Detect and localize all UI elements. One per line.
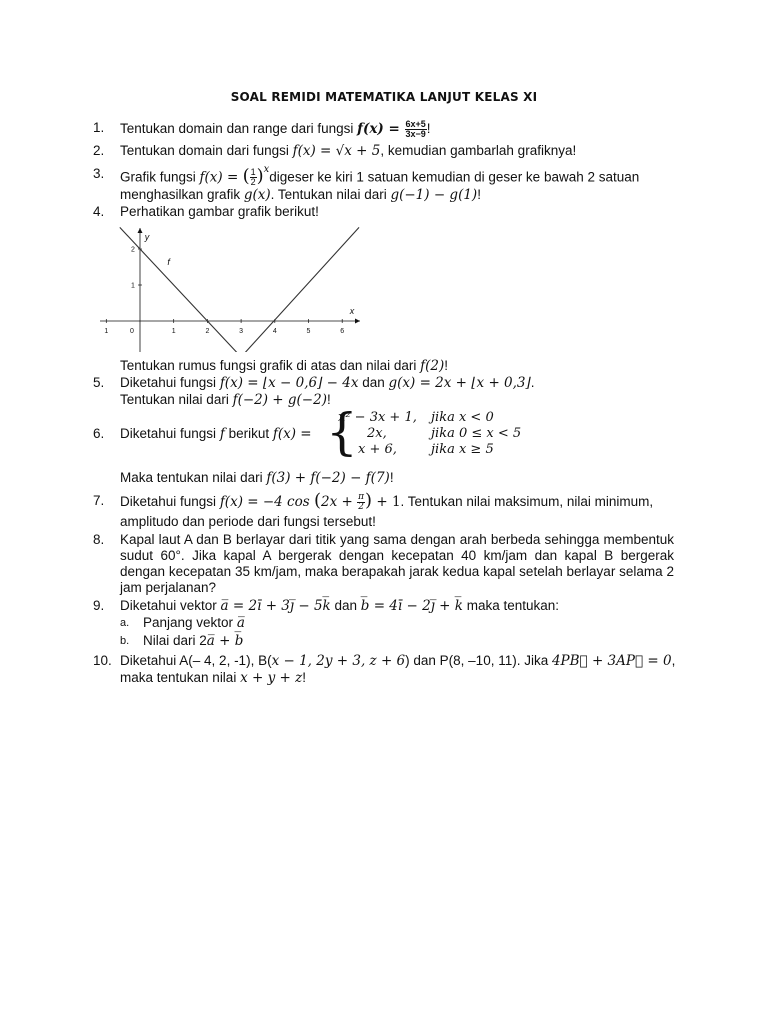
q7-paren-open: ( (313, 490, 321, 512)
q9-item-a-label: a. (120, 617, 130, 629)
page-title: SOAL REMIDI MATEMATIKA LANJUT KELAS XI (230, 90, 538, 104)
q3-end: ! (477, 187, 481, 202)
q6-text-3: Maka tentukan nilai dari (120, 470, 267, 485)
x-tick-label: 3 (239, 328, 244, 335)
q7-paren-close: ) (365, 490, 373, 512)
question-number-5: 5. (93, 375, 105, 390)
q5-text: Diketahui fungsi (120, 375, 220, 390)
q1-text: Tentukan domain dan range dari fungsi (120, 121, 358, 137)
x-axis-arrow (355, 319, 360, 324)
question-5-line-2 (120, 392, 331, 408)
question-5-line-1 (120, 375, 535, 391)
q10-text-2: ) dan P(8, –10, 11). Jika (405, 653, 552, 668)
q5-f: f(x) = ⌊x − 0,6⌋ − 4x (219, 375, 359, 391)
x-tick-label: 4 (272, 328, 277, 335)
question-8: Kapal laut A dan B berlayar dari titik yang sama dengan arah berbeda sehingga membentuk sudut 60°. Jika kapal A bergerak dengan kecepatan 40 km/jam dan kapal B bergerak dengan kecepatan 35 km/jam, maka berapakah jarak kedua kapal setelah berlayar selama 2 jam perjalanan? (120, 532, 674, 595)
q9-vector-a: a̅ = 2ī + 3ȷ̅ − 5k̅ (220, 598, 331, 614)
q10-text-3: maka tentukan nilai (120, 670, 241, 685)
question-2 (120, 143, 576, 159)
q7-text: Diketahui fungsi (120, 494, 220, 510)
q6-text-2: berikut (224, 426, 273, 441)
q9-vector-b: b̅ = 4ī − 2ȷ̅ + k̅ (360, 598, 463, 614)
q9-item-b-label: b. (120, 635, 130, 647)
question-number-1: 1. (93, 120, 105, 135)
q6-case-1-expr: x² − 3x + 1, (338, 410, 417, 425)
q3-text-4: . Tentukan nilai dari (270, 187, 391, 202)
question-3-line-2 (120, 187, 481, 203)
q5-g: g(x) = 2x + ⌊x + 0,3⌋ (388, 375, 531, 391)
q3-paren-close: ) (256, 165, 264, 187)
y-tick-label: 1 (131, 282, 135, 290)
q10-vector-equation: 4PB⃗ + 3AP⃗ = 0 (551, 653, 672, 669)
q6-case-1-cond: jika x < 0 (431, 410, 494, 425)
q10-text: Diketahui A(– 4, 2, -1), B( (120, 653, 272, 668)
function-graph (100, 226, 362, 352)
question-number-9: 9. (93, 598, 105, 613)
question-number-4: 4. (93, 204, 105, 219)
question-7-line-2: amplitudo dan periode dari fungsi tersebut! (120, 514, 376, 529)
question-number-2: 2. (93, 143, 105, 158)
q6-fx: f(x) = (272, 426, 312, 442)
q4-end: ! (444, 358, 449, 373)
q2-function: f(x) = √x + 5 (292, 143, 381, 159)
q3-denominator: 2 (250, 177, 256, 188)
q2-text: Tentukan domain dari fungsi (120, 143, 293, 158)
q6-f: f (219, 426, 225, 442)
question-number-8: 8. (93, 532, 105, 547)
question-number-3: 3. (93, 166, 105, 181)
question-10-line-1 (120, 653, 675, 669)
q9-item-b (143, 633, 243, 649)
q9-item-a-math: a̅ (236, 615, 245, 631)
q9-item-b-math: a̅ + b̅ (206, 633, 244, 649)
q9-item-b-text: Nilai dari 2 (143, 633, 207, 648)
q9-item-a-text: Panjang vektor (143, 615, 237, 630)
q3-numerator: 1 (250, 167, 256, 178)
q9-item-a (143, 615, 245, 631)
question-6-intro (120, 426, 312, 442)
question-number-7: 7. (93, 493, 105, 508)
q6-text: Diketahui fungsi (120, 426, 220, 441)
q5-expression: f(−2) + g(−2) (232, 392, 327, 408)
q10-end: ! (302, 670, 306, 685)
question-6-line-2 (120, 470, 394, 486)
q3-text-3: menghasilkan grafik (120, 187, 244, 202)
q6-end: ! (389, 470, 394, 485)
q1-function: f(x) = (357, 121, 405, 138)
q2-text-end: , kemudian gambarlah grafiknya! (380, 143, 577, 158)
q7-function: f(x) = −4 cos (219, 494, 314, 511)
q3-function: f(x) = (199, 169, 243, 186)
question-3-line-1 (120, 166, 639, 187)
q5-text-2: Tentukan nilai dari (120, 392, 233, 407)
q3-fraction (250, 168, 257, 187)
question-10-line-2 (120, 670, 306, 686)
q3-exponent: x (263, 164, 270, 175)
question-number-10: 10. (93, 653, 112, 668)
q6-expression: f(3) + f(−2) − f(7) (266, 470, 390, 486)
q9-text-2: maka tentukan: (462, 598, 560, 613)
y-axis-label: y (144, 232, 150, 242)
q10-expression: x + y + z (240, 670, 303, 686)
q3-expression: g(−1) − g(1) (390, 187, 478, 203)
q6-case-2-expr: 2x, (367, 426, 387, 441)
question-7-line-1 (120, 490, 654, 512)
question-4: Perhatikan gambar grafik berikut! (120, 204, 319, 219)
q7-text-2: . Tentukan nilai maksimum, nilai minimum, (400, 494, 654, 510)
q3-text: Grafik fungsi (120, 169, 200, 185)
q1-fraction (405, 120, 427, 139)
question-number-6: 6. (93, 426, 105, 441)
x-tick-label: 2 (205, 328, 210, 335)
q10-point-b: x − 1, 2y + 3, z + 6 (271, 653, 406, 669)
q9-and: dan (330, 598, 361, 613)
x-tick-label: 5 (306, 328, 311, 335)
x-tick-label: 6 (340, 328, 345, 335)
q10-comma: , (671, 653, 676, 668)
q1-denominator: 3x−9 (405, 129, 426, 139)
q1-end: ! (426, 121, 431, 137)
q5-dot: . (530, 375, 535, 390)
x-tick-label: 1 (104, 328, 109, 335)
q7-pi: π (358, 492, 365, 502)
y-axis-arrow (138, 228, 143, 233)
x-tick-label: 1 (171, 328, 176, 335)
q6-case-3-expr: x + 6, (358, 442, 397, 457)
q7-fraction (357, 493, 365, 512)
q3-gx: g(x) (243, 187, 271, 203)
q6-case-3-cond: jika x ≥ 5 (431, 442, 494, 457)
q4-text: Tentukan rumus fungsi grafik di atas dan nilai dari (120, 358, 421, 373)
q1-numerator: 6x+5 (405, 119, 426, 129)
question-4-line-2 (120, 358, 448, 374)
q3-paren-open: ( (242, 165, 250, 187)
x-tick-label: 0 (130, 328, 134, 335)
q7-argument: 2x + (320, 494, 358, 511)
question-9 (120, 598, 559, 614)
q3-text-2: digeser ke kiri 1 satuan kemudian di geser ke bawah 2 satuan (269, 169, 640, 185)
q4-expression: f(2) (420, 358, 445, 374)
q9-text: Diketahui vektor (120, 598, 221, 613)
q7-plus-one: + 1 (372, 494, 401, 511)
x-axis-label: x (349, 306, 355, 316)
curve-label-f: f (167, 257, 170, 268)
q6-case-2-cond: jika 0 ≤ x < 5 (431, 426, 522, 441)
q7-two: 2 (358, 502, 364, 512)
q5-and: dan (358, 375, 389, 390)
y-tick-label: 2 (131, 246, 135, 254)
q5-end: ! (326, 392, 331, 407)
q6-brace: { (326, 403, 358, 461)
question-1 (120, 120, 431, 139)
